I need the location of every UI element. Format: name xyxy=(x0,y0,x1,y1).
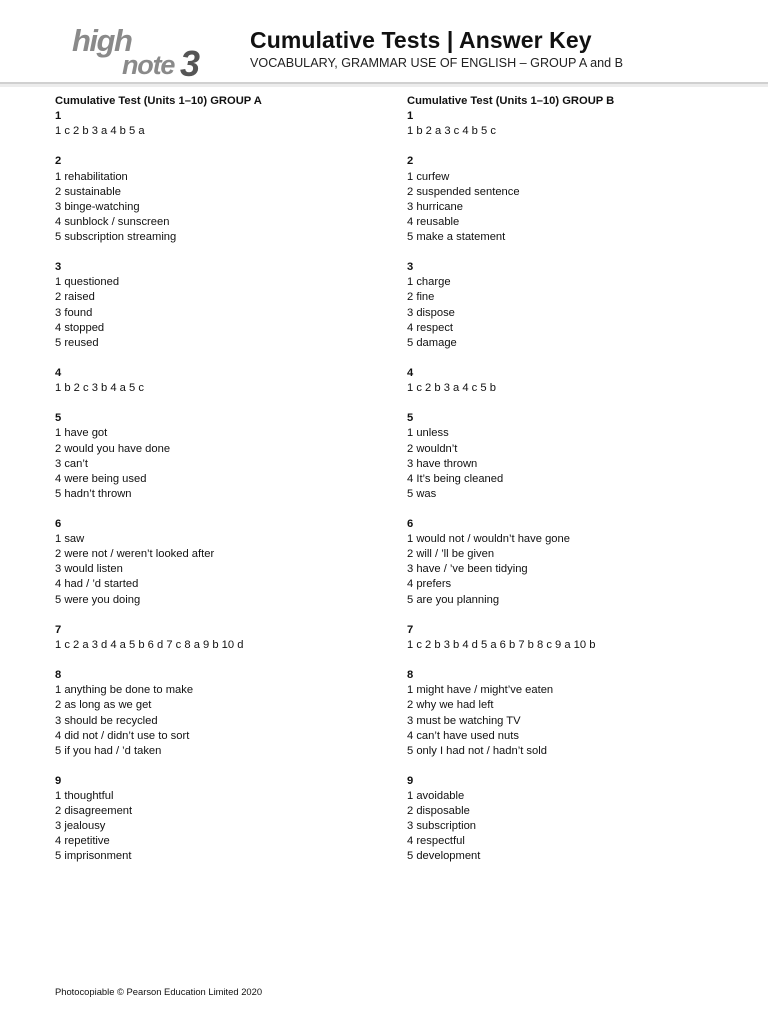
section-number: 5 xyxy=(55,412,62,425)
answer-line: 1 avoidable xyxy=(407,790,465,803)
answer-section xyxy=(55,260,385,351)
column-heading: Cumulative Test (Units 1–10) GROUP A xyxy=(55,95,262,107)
section-number: 5 xyxy=(407,412,414,425)
answer-line: 1 questioned xyxy=(55,276,120,289)
answer-line: 4 did not / didn’t use to sort xyxy=(55,729,190,742)
answer-line: 4 respect xyxy=(407,321,454,334)
answer-line: 4 had / ’d started xyxy=(55,578,139,591)
answer-section xyxy=(407,260,737,351)
section-number: 8 xyxy=(407,669,414,682)
answer-line: 5 reused xyxy=(55,336,99,349)
answer-line: 1 unless xyxy=(407,427,449,440)
answer-line: 3 must be watching TV xyxy=(407,714,521,727)
answer-line: 4 sunblock / sunscreen xyxy=(55,215,170,228)
answer-section xyxy=(55,774,385,865)
section-number: 7 xyxy=(407,623,414,636)
answer-line: 1 c 2 a 3 d 4 a 5 b 6 d 7 c 8 a 9 b 10 d xyxy=(55,638,244,651)
section-number: 2 xyxy=(55,155,62,168)
answer-line: 2 as long as we get xyxy=(55,699,152,712)
section-number: 7 xyxy=(55,623,62,636)
answer-line: 4 It’s being cleaned xyxy=(407,472,504,485)
answer-section xyxy=(407,366,737,396)
answer-line: 4 stopped xyxy=(55,321,105,334)
answer-line: 5 are you planning xyxy=(407,593,500,606)
section-number: 9 xyxy=(55,774,62,787)
logo-number: 3 xyxy=(180,43,201,80)
high-note-3-logo xyxy=(70,24,210,80)
answer-line: 2 will / ’ll be given xyxy=(407,548,495,561)
answer-line: 2 suspended sentence xyxy=(407,185,520,198)
header-divider xyxy=(0,82,768,87)
answer-line: 1 b 2 c 3 b 4 a 5 c xyxy=(55,382,144,395)
answer-line: 1 would not / wouldn’t have gone xyxy=(407,533,570,546)
answer-line: 1 c 2 b 3 a 4 c 5 b xyxy=(407,382,496,395)
answer-section xyxy=(407,109,737,139)
section-number: 4 xyxy=(407,366,414,379)
answer-line: 1 c 2 b 3 b 4 d 5 a 6 b 7 b 8 c 9 a 10 b xyxy=(407,638,596,651)
answer-section xyxy=(55,411,385,502)
answer-line: 1 have got xyxy=(55,427,108,440)
answer-line: 5 were you doing xyxy=(55,593,141,606)
answer-section xyxy=(407,668,737,759)
answer-line: 3 hurricane xyxy=(407,200,463,213)
answer-line: 4 prefers xyxy=(407,578,452,591)
answer-line: 1 c 2 b 3 a 4 b 5 a xyxy=(55,125,145,138)
answer-line: 3 should be recycled xyxy=(55,714,158,727)
answer-line: 1 charge xyxy=(407,276,451,289)
answer-line: 1 saw xyxy=(55,533,85,546)
answer-line: 4 reusable xyxy=(407,215,460,228)
answer-line: 2 why we had left xyxy=(407,699,494,712)
answer-section xyxy=(55,154,385,245)
answer-section xyxy=(407,774,737,865)
answer-section xyxy=(55,517,385,608)
answer-line: 5 hadn’t thrown xyxy=(55,487,132,500)
answer-section xyxy=(55,109,385,139)
answer-line: 4 repetitive xyxy=(55,835,110,848)
answer-line: 1 rehabilitation xyxy=(55,170,128,183)
answer-section xyxy=(407,154,737,245)
answer-line: 4 respectful xyxy=(407,835,465,848)
section-number: 8 xyxy=(55,669,62,682)
answer-line: 5 subscription streaming xyxy=(55,230,177,243)
answer-line: 5 if you had / ’d taken xyxy=(55,744,162,757)
logo-word-high: high xyxy=(72,24,132,58)
answer-line: 3 found xyxy=(55,306,93,319)
answer-line: 5 imprisonment xyxy=(55,850,132,863)
answer-line: 4 can’t have used nuts xyxy=(407,729,519,742)
section-number: 6 xyxy=(407,518,414,531)
answer-line: 5 development xyxy=(407,850,481,863)
answer-line: 3 jealousy xyxy=(55,820,106,833)
section-number: 9 xyxy=(407,774,414,787)
answer-line: 3 have / ’ve been tidying xyxy=(407,563,528,576)
answer-section xyxy=(55,623,385,653)
answer-section xyxy=(55,668,385,759)
answer-line: 3 binge-watching xyxy=(55,200,140,213)
document-title: Cumulative Tests | Answer Key xyxy=(250,27,592,53)
answer-line: 5 make a statement xyxy=(407,230,506,243)
answer-line: 2 raised xyxy=(55,291,95,304)
answer-line: 3 have thrown xyxy=(407,457,478,470)
answer-line: 2 wouldn’t xyxy=(407,442,458,455)
answer-section xyxy=(55,366,385,396)
copyright-footer: Photocopiable © Pearson Education Limited 2020 xyxy=(55,986,263,997)
answer-section xyxy=(407,623,737,653)
answer-line: 5 damage xyxy=(407,336,457,349)
group-b-column xyxy=(407,94,737,880)
answer-line: 2 fine xyxy=(407,291,435,304)
answer-section xyxy=(407,411,737,502)
answer-line: 4 were being used xyxy=(55,472,147,485)
answer-line: 1 b 2 a 3 c 4 b 5 c xyxy=(407,125,496,138)
answer-line: 2 disagreement xyxy=(55,805,133,818)
section-number: 3 xyxy=(55,261,62,274)
answer-line: 3 dispose xyxy=(407,306,455,319)
column-heading: Cumulative Test (Units 1–10) GROUP B xyxy=(407,95,615,107)
answer-line: 2 were not / weren’t looked after xyxy=(55,548,215,561)
answer-line: 3 subscription xyxy=(407,820,477,833)
answer-line: 5 was xyxy=(407,487,437,500)
answer-line: 3 would listen xyxy=(55,563,123,576)
section-number: 2 xyxy=(407,155,414,168)
answer-line: 1 curfew xyxy=(407,170,450,183)
answer-line: 1 might have / might’ve eaten xyxy=(407,684,554,697)
answer-line: 3 can’t xyxy=(55,457,88,470)
section-number: 4 xyxy=(55,366,62,379)
answer-line: 5 only I had not / hadn’t sold xyxy=(407,744,547,757)
logo-word-note: note xyxy=(122,50,175,80)
section-number: 6 xyxy=(55,518,62,531)
answer-line: 1 anything be done to make xyxy=(55,684,194,697)
answer-line: 2 would you have done xyxy=(55,442,171,455)
section-number: 1 xyxy=(55,110,62,123)
section-number: 3 xyxy=(407,261,414,274)
answer-line: 2 disposable xyxy=(407,805,470,818)
section-number: 1 xyxy=(407,110,414,123)
answer-line: 2 sustainable xyxy=(55,185,121,198)
answer-section xyxy=(407,517,737,608)
document-subtitle: VOCABULARY, GRAMMAR USE OF ENGLISH – GROUP A and B xyxy=(250,56,624,70)
group-a-column xyxy=(55,94,385,880)
answer-line: 1 thoughtful xyxy=(55,790,114,803)
